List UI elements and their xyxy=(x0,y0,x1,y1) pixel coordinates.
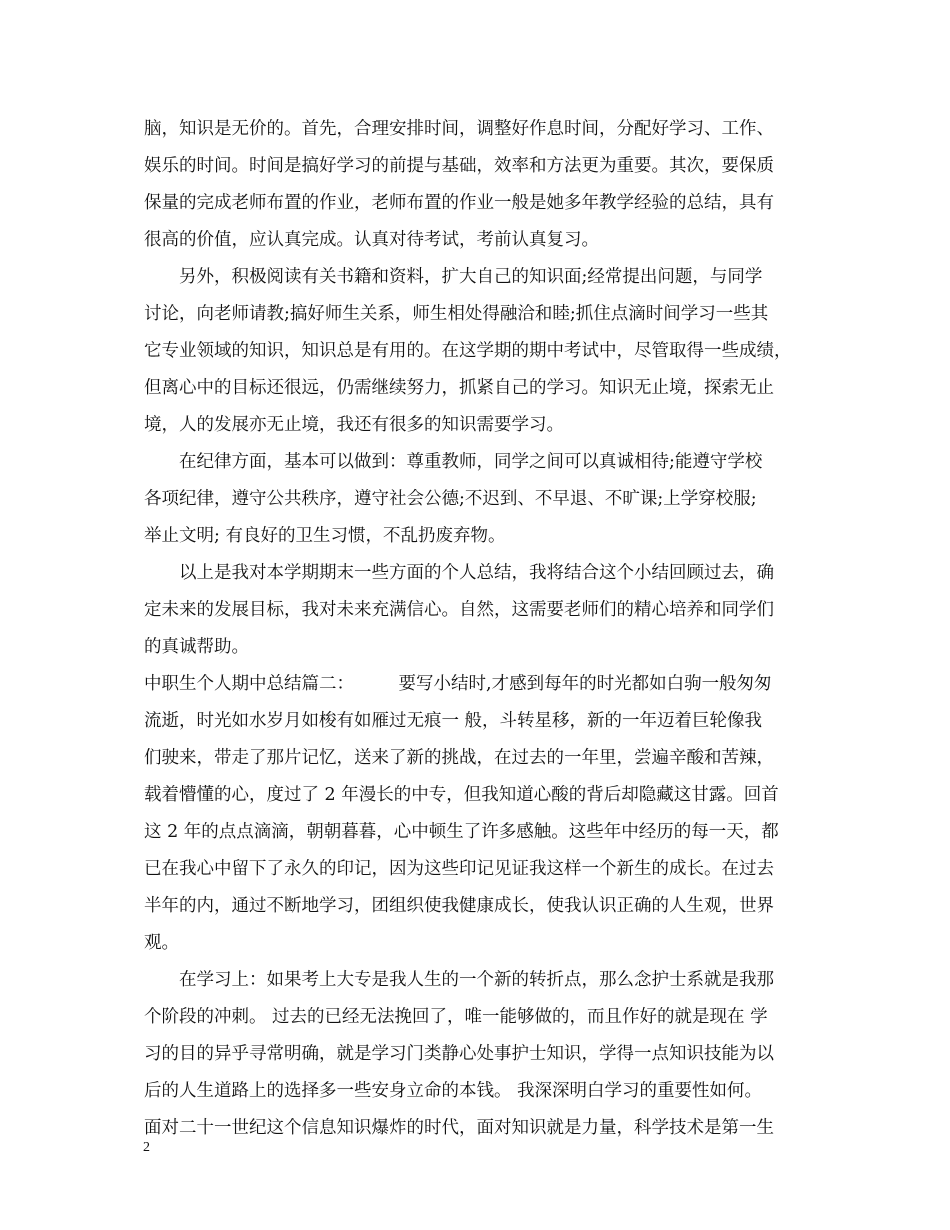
text-line: 定未来的发展目标，我对未来充满信心。自然，这需要老师们的精心培养和同学们 xyxy=(144,600,774,620)
text-line: 载着懵懂的心，度过了 2 年漫长的中专，但我知道心酸的背后却隐藏这甘露。回首 xyxy=(144,785,779,805)
text-line: 观。 xyxy=(144,933,179,953)
paragraph-first-line: 另外，积极阅读有关书籍和资料，扩大自己的知识面;经常提出问题，与同学 xyxy=(179,267,763,287)
paragraph-first-line: 以上是我对本学期期末一些方面的个人总结，我将结合这个小结回顾过去，确 xyxy=(179,563,774,583)
page-number: 2 xyxy=(143,1140,150,1155)
text-line: 个阶段的冲刺。 过去的已经无法挽回了，唯一能够做的，而且作好的就是现在 学 xyxy=(144,1007,768,1027)
text-line: 这 2 年的点点滴滴，朝朝暮暮，心中顿生了许多感触。这些年中经历的每一天，都 xyxy=(144,822,779,842)
text-line: 习的目的异乎寻常明确，就是学习门类静心处事护士知识，学得一点知识技能为以 xyxy=(144,1044,774,1064)
text-line: 后的人生道路上的选择多一些安身立命的本钱。 我深深明白学习的重要性如何。 xyxy=(144,1081,763,1101)
text-line: 娱乐的时间。时间是搞好学习的前提与基础，效率和方法更为重要。其次，要保质 xyxy=(144,156,774,176)
text-line: 举止文明; 有良好的卫生习惯，不乱扔废弃物。 xyxy=(144,526,506,546)
text-line: 流逝，时光如水岁月如梭有如雁过无痕一 般，斗转星移，新的一年迈着巨轮像我 xyxy=(144,711,763,731)
text-line: 面对二十一世纪这个信息知识爆炸的时代，面对知识就是力量，科学技术是第一生 xyxy=(144,1118,774,1138)
paragraph-first-line: 在学习上：如果考上大专是我人生的一个新的转折点，那么念护士系就是我那 xyxy=(179,970,774,990)
text-line: 它专业领域的知识，知识总是有用的。在这学期的期中考试中，尽管取得一些成绩， xyxy=(144,341,792,361)
text-line: 但离心中的目标还很远，仍需继续努力，抓紧自己的学习。知识无止境，探索无止 xyxy=(144,378,774,398)
section-heading-line: 中职生个人期中总结篇二： 要写小结时,才感到每年的时光都如白驹一般匆匆 xyxy=(144,674,772,694)
text-line: 保量的完成老师布置的作业，老师布置的作业一般是她多年教学经验的总结，具有 xyxy=(144,193,774,213)
text-line: 的真诚帮助。 xyxy=(144,637,249,657)
text-line: 已在我心中留下了永久的印记，因为这些印记见证我这样一个新生的成长。在过去 xyxy=(144,859,774,879)
text-line: 脑，知识是无价的。首先，合理安排时间，调整好作息时间，分配好学习、工作、 xyxy=(144,119,774,139)
text-line: 半年的内，通过不断地学习，团组织使我健康成长，使我认识正确的人生观，世界 xyxy=(144,896,774,916)
text-line: 各项纪律，遵守公共秩序，遵守社会公德;不迟到、不早退、不旷课;上学穿校服; xyxy=(144,489,757,509)
text-line: 很高的价值，应认真完成。认真对待考试，考前认真复习。 xyxy=(144,230,599,250)
text-line: 们驶来，带走了那片记忆，送来了新的挑战，在过去的一年里，尝遍辛酸和苦辣， xyxy=(144,748,774,768)
text-line: 境，人的发展亦无止境，我还有很多的知识需要学习。 xyxy=(144,415,564,435)
paragraph-first-line: 在纪律方面，基本可以做到：尊重教师，同学之间可以真诚相待;能遵守学校 xyxy=(179,452,763,472)
text-line: 讨论，向老师请教;搞好师生关系，师生相处得融洽和睦;抓住点滴时间学习一些其 xyxy=(144,304,769,324)
